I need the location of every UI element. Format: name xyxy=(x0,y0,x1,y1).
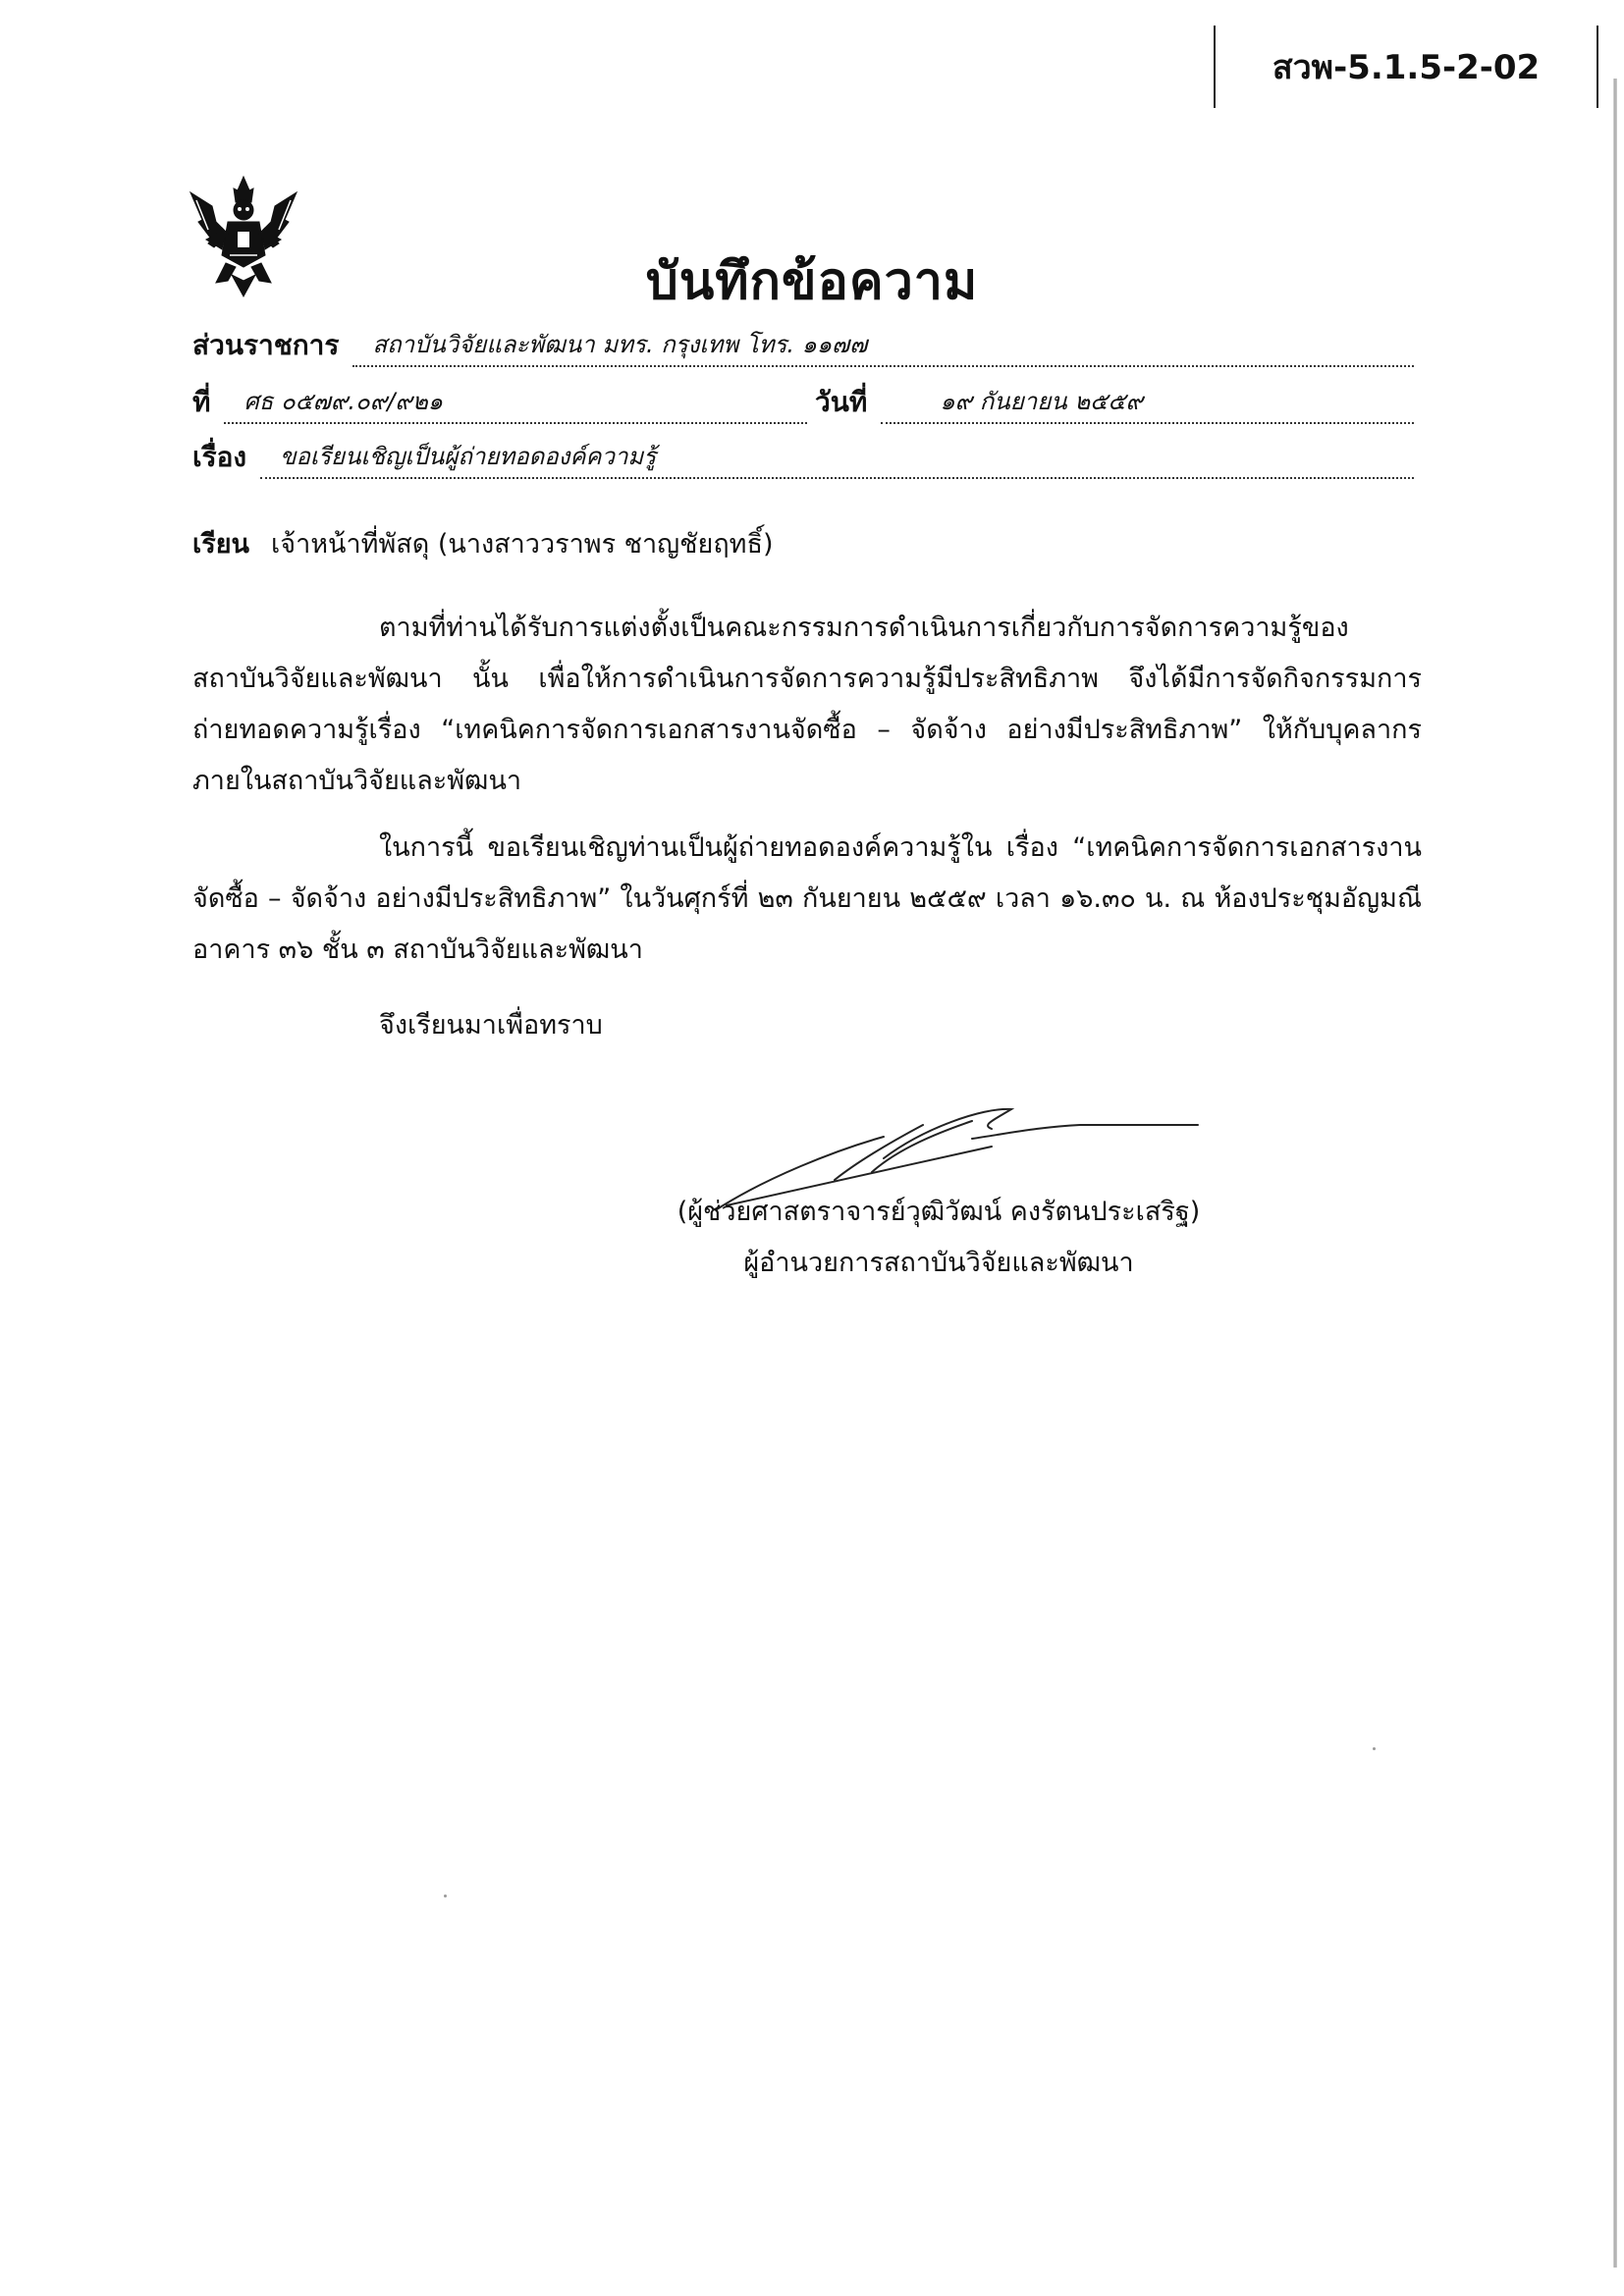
closing-line: จึงเรียนมาเพื่อทราบ xyxy=(379,1010,603,1041)
body-paragraph-2-text: ในการนี้ ขอเรียนเชิญท่านเป็นผู้ถ่ายทอดองค์ความรู้ใน เรื่อง “เทคนิคการจัดการเอกสารงานจัดซื้อ – จัดจ้าง อย่างมีประสิทธิภาพ” ในวันศุกร์ที่ ๒๓ กันยายน ๒๕๕๙ เวลา ๑๖.๓๐ น. ณ ห้องประชุมอัญมณี อาคาร ๓๖ ชั้น ๓ สถาบันวิจัยและพัฒนา xyxy=(192,832,1422,965)
document-code: สวพ-5.1.5-2-02 xyxy=(1214,26,1598,108)
department-value: สถาบันวิจัยและพัฒนา มทร. กรุงเทพ โทร. ๑๑๗๗ xyxy=(352,328,1414,367)
body-paragraph-2 xyxy=(192,823,1422,976)
document-title: บันทึกข้อความ xyxy=(645,252,979,311)
subject-value: ขอเรียนเชิญเป็นผู้ถ่ายทอดองค์ความรู้ xyxy=(260,440,1414,479)
body-paragraph-1-text: ตามที่ท่านได้รับการแต่งตั้งเป็นคณะกรรมการดำเนินการเกี่ยวกับการจัดการความรู้ของสถาบันวิจัยและพัฒนา นั้น เพื่อให้การดำเนินการจัดการความรู้มีประสิทธิภาพ จึงได้มีการจัดกิจกรรมการถ่ายทอดความรู้เรื่อง “เทคนิคการจัดการเอกสารงานจัดซื้อ – จัดจ้าง อย่างมีประสิทธิภาพ” ให้กับบุคลากรภายในสถาบันวิจัยและพัฒนา xyxy=(192,613,1422,796)
reference-value: ศธ ๐๕๗๙.๐๙/๙๒๑ xyxy=(224,385,807,424)
department-label: ส่วนราชการ xyxy=(192,329,340,361)
reference-row xyxy=(192,385,807,424)
scan-speck xyxy=(444,1895,447,1897)
subject-row xyxy=(192,440,1414,479)
salutation xyxy=(192,522,773,564)
page-edge-shadow xyxy=(1613,79,1617,2268)
signer-name: (ผู้ช่วยศาสตราจารย์วุฒิวัฒน์ คงรัตนประเสริฐ) xyxy=(677,1197,1201,1227)
body-paragraph-1 xyxy=(192,603,1422,807)
reference-label: ที่ xyxy=(192,386,211,418)
department-row xyxy=(192,328,1414,367)
subject-label: เรื่อง xyxy=(192,441,247,473)
date-label: วันที่ xyxy=(815,386,868,418)
date-value: ๑๙ กันยายน ๒๕๕๙ xyxy=(881,385,1414,424)
salutation-label: เรียน xyxy=(192,529,250,560)
scan-speck xyxy=(1373,1747,1376,1750)
date-row xyxy=(815,385,1414,424)
signer-position: ผู้อำนวยการสถาบันวิจัยและพัฒนา xyxy=(743,1248,1134,1278)
salutation-recipient: เจ้าหน้าที่พัสดุ (นางสาววราพร ชาญชัยฤทธิ์) xyxy=(271,529,774,560)
